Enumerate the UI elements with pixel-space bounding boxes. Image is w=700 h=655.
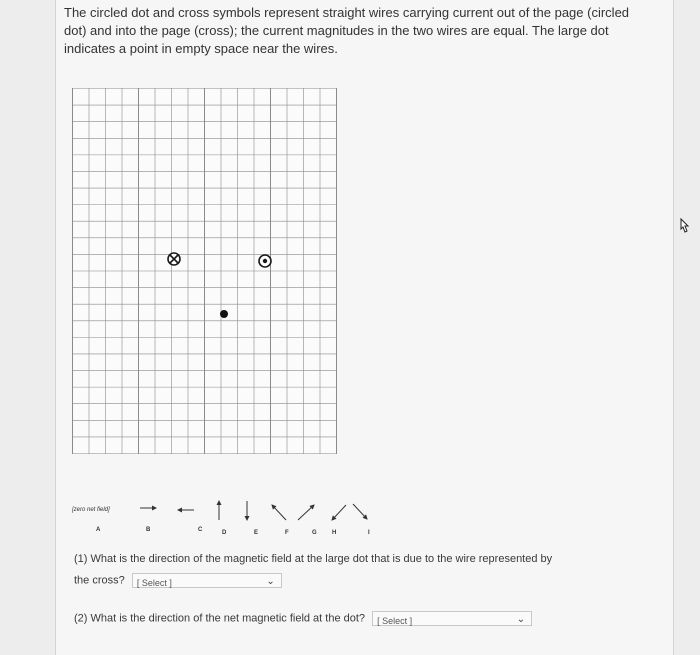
question-1-select-value: [ Select ] [136, 578, 172, 588]
question-2-text: (2) What is the direction of the net magnetic field at the dot? [74, 612, 366, 625]
question-prompt: The circled dot and cross symbols represent straight wires carrying current out of the page (circled dot) and into the page (cross); the current magnitudes in the two wires are equal. The large dot indicates a point in empty space near the wires. [64, 5, 630, 56]
choice-label-a: A [96, 527, 101, 533]
arrow-h [332, 505, 346, 520]
choice-label-g: G [312, 530, 317, 536]
choice-label-c: C [198, 527, 203, 533]
mouse-pointer-icon [675, 217, 693, 240]
question-2-select-value: [ Select ] [377, 616, 413, 626]
question-card [55, 0, 674, 655]
choice-label-e: E [254, 530, 259, 536]
chevron-down-icon: ⌄ [266, 576, 275, 587]
grid-svg [72, 88, 337, 454]
choice-zero-label: [zero net field] [72, 507, 110, 513]
arrow-f [272, 505, 286, 520]
choice-label-b: B [146, 527, 151, 533]
large-dot-point [220, 310, 228, 318]
choice-label-i: I [368, 530, 370, 536]
arrow-g [298, 505, 314, 520]
cross-wire-symbol [168, 253, 180, 265]
question-2 [74, 611, 532, 626]
grid-lines [72, 88, 337, 454]
direction-choices-svg [70, 498, 410, 538]
dot-wire-symbol [259, 255, 271, 267]
choice-label-d: D [222, 530, 227, 536]
choice-label-h: H [332, 530, 337, 536]
direction-choices [70, 498, 410, 538]
choice-label-f: F [285, 530, 289, 536]
arrow-i [353, 504, 367, 519]
chevron-down-icon: ⌄ [516, 614, 526, 625]
question-1-text-line1: (1) What is the direction of the magnetic field at the large dot that is due to the wire represented by [74, 553, 553, 565]
question-2-select[interactable] [372, 611, 532, 626]
question-1 [74, 553, 552, 588]
wire-grid-figure [72, 88, 337, 454]
question-1-text-line2: the cross? [74, 574, 125, 587]
question-1-select[interactable] [132, 573, 282, 588]
